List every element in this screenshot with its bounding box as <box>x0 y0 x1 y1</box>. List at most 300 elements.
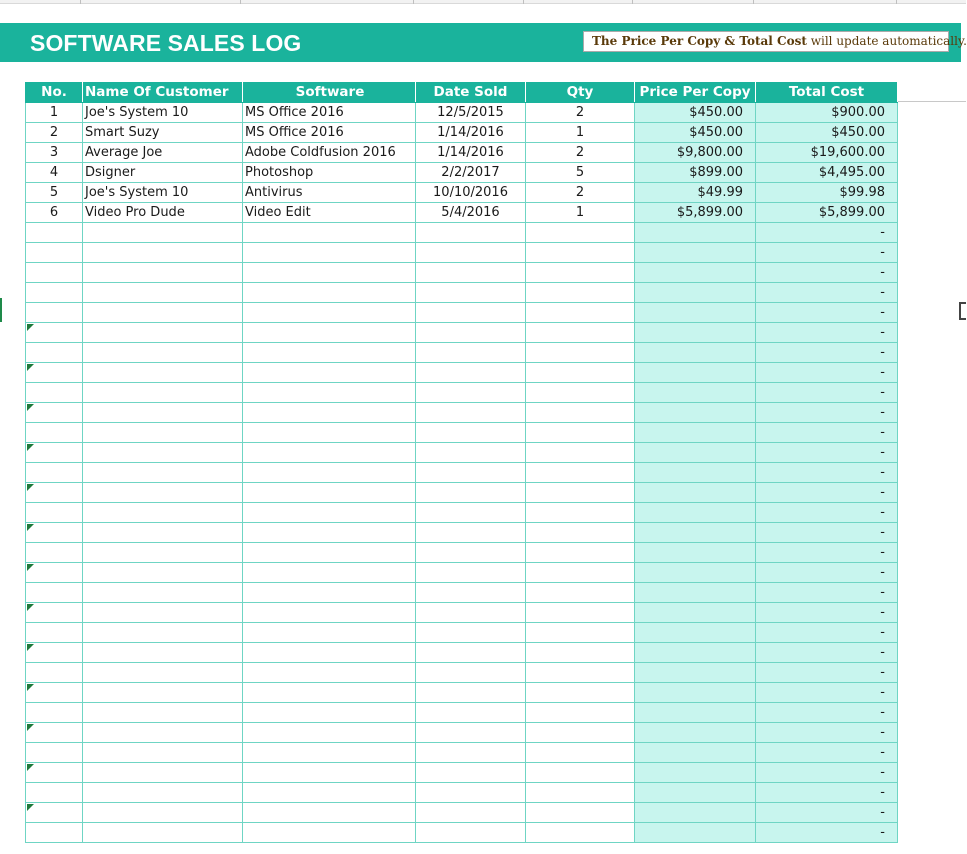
cell-date-sold[interactable] <box>416 443 526 462</box>
cell-date-sold[interactable] <box>416 703 526 722</box>
cell-qty[interactable] <box>526 503 635 522</box>
cell-total-cost[interactable]: - <box>756 703 898 722</box>
error-indicator-icon[interactable] <box>27 724 34 731</box>
cell-total-cost[interactable]: - <box>756 583 898 602</box>
cell-no[interactable] <box>25 803 83 822</box>
error-indicator-icon[interactable] <box>27 364 34 371</box>
cell-software[interactable] <box>243 683 416 702</box>
col-header-no[interactable]: No. <box>25 82 83 102</box>
cell-software[interactable] <box>243 263 416 282</box>
cell-software[interactable] <box>243 243 416 262</box>
cell-customer[interactable] <box>83 243 243 262</box>
cell-no[interactable] <box>25 343 83 362</box>
cell-date-sold[interactable] <box>416 343 526 362</box>
cell-no[interactable] <box>25 423 83 442</box>
col-header-software[interactable]: Software <box>243 82 416 102</box>
cell-total-cost[interactable]: - <box>756 563 898 582</box>
cell-total-cost[interactable]: - <box>756 223 898 242</box>
cell-qty[interactable] <box>526 823 635 842</box>
cell-qty[interactable] <box>526 543 635 562</box>
cell-customer[interactable] <box>83 683 243 702</box>
cell-qty[interactable] <box>526 303 635 322</box>
cell-customer[interactable]: Video Pro Dude <box>83 203 243 222</box>
cell-software[interactable] <box>243 423 416 442</box>
table-header-row <box>25 82 898 103</box>
cell-customer[interactable]: Joe's System 10 <box>83 103 243 122</box>
cell-no[interactable] <box>25 223 83 242</box>
cell-software[interactable] <box>243 603 416 622</box>
cell-no[interactable] <box>25 823 83 842</box>
table-row <box>25 723 898 743</box>
cell-no[interactable] <box>25 263 83 282</box>
cell-total-cost[interactable]: $99.98 <box>756 183 898 202</box>
cell-date-sold[interactable] <box>416 383 526 402</box>
cell-qty[interactable]: 2 <box>526 103 635 122</box>
col-header-price-per-copy[interactable]: Price Per Copy <box>635 82 756 102</box>
cell-price-per-copy[interactable] <box>635 683 756 702</box>
table-row <box>25 823 898 843</box>
cell-customer[interactable] <box>83 763 243 782</box>
cell-qty[interactable] <box>526 803 635 822</box>
cell-total-cost[interactable]: - <box>756 723 898 742</box>
cell-customer[interactable] <box>83 523 243 542</box>
cell-customer[interactable] <box>83 463 243 482</box>
cell-total-cost[interactable]: - <box>756 823 898 842</box>
table-row <box>25 443 898 463</box>
auto-update-note[interactable] <box>583 31 967 52</box>
cell-total-cost[interactable]: - <box>756 783 898 802</box>
cell-price-per-copy[interactable]: $9,800.00 <box>635 143 756 162</box>
cell-total-cost[interactable]: - <box>756 323 898 342</box>
cell-no[interactable] <box>25 563 83 582</box>
cell-customer[interactable]: Smart Suzy <box>83 123 243 142</box>
cell-date-sold[interactable] <box>416 223 526 242</box>
cell-software[interactable] <box>243 383 416 402</box>
cell-customer[interactable] <box>83 603 243 622</box>
cell-total-cost[interactable]: - <box>756 663 898 682</box>
cell-date-sold[interactable] <box>416 263 526 282</box>
cell-qty[interactable] <box>526 323 635 342</box>
cell-total-cost[interactable]: - <box>756 803 898 822</box>
cell-price-per-copy[interactable] <box>635 543 756 562</box>
cell-no[interactable] <box>25 323 83 342</box>
cell-total-cost[interactable]: $5,899.00 <box>756 203 898 222</box>
cell-price-per-copy[interactable] <box>635 423 756 442</box>
cell-software[interactable] <box>243 443 416 462</box>
cell-no[interactable]: 4 <box>25 163 83 182</box>
cell-software[interactable]: MS Office 2016 <box>243 103 416 122</box>
cell-no[interactable] <box>25 583 83 602</box>
cell-price-per-copy[interactable] <box>635 703 756 722</box>
cell-date-sold[interactable] <box>416 483 526 502</box>
cell-no[interactable] <box>25 723 83 742</box>
cell-date-sold[interactable]: 5/4/2016 <box>416 203 526 222</box>
cell-software[interactable] <box>243 223 416 242</box>
cell-date-sold[interactable] <box>416 763 526 782</box>
cell-no[interactable] <box>25 503 83 522</box>
cell-price-per-copy[interactable] <box>635 503 756 522</box>
cell-date-sold[interactable] <box>416 643 526 662</box>
cell-price-per-copy[interactable] <box>635 743 756 762</box>
table-row <box>25 803 898 823</box>
cell-software[interactable]: MS Office 2016 <box>243 123 416 142</box>
cell-qty[interactable]: 5 <box>526 163 635 182</box>
cell-price-per-copy[interactable]: $450.00 <box>635 123 756 142</box>
cell-software[interactable]: Antivirus <box>243 183 416 202</box>
cell-customer[interactable] <box>83 623 243 642</box>
cell-no[interactable] <box>25 463 83 482</box>
cell-qty[interactable]: 1 <box>526 203 635 222</box>
cell-qty[interactable] <box>526 483 635 502</box>
table-row <box>25 643 898 663</box>
cell-total-cost[interactable]: $19,600.00 <box>756 143 898 162</box>
cell-price-per-copy[interactable]: $5,899.00 <box>635 203 756 222</box>
cell-software[interactable] <box>243 543 416 562</box>
sales-table <box>25 82 898 843</box>
cell-customer[interactable] <box>83 403 243 422</box>
cell-date-sold[interactable]: 12/5/2015 <box>416 103 526 122</box>
cell-no[interactable] <box>25 603 83 622</box>
cell-date-sold[interactable] <box>416 603 526 622</box>
cell-software[interactable] <box>243 763 416 782</box>
cell-customer[interactable]: Dsigner <box>83 163 243 182</box>
cell-price-per-copy[interactable] <box>635 523 756 542</box>
table-row <box>25 663 898 683</box>
cell-price-per-copy[interactable] <box>635 663 756 682</box>
cell-date-sold[interactable] <box>416 243 526 262</box>
cell-qty[interactable] <box>526 383 635 402</box>
table-row <box>25 783 898 803</box>
cell-price-per-copy[interactable] <box>635 623 756 642</box>
cell-total-cost[interactable]: - <box>756 483 898 502</box>
cell-total-cost[interactable]: - <box>756 743 898 762</box>
cell-price-per-copy[interactable] <box>635 463 756 482</box>
cell-price-per-copy[interactable] <box>635 783 756 802</box>
cell-qty[interactable] <box>526 643 635 662</box>
cell-software[interactable]: Photoshop <box>243 163 416 182</box>
cell-total-cost[interactable]: - <box>756 763 898 782</box>
cell-total-cost[interactable]: - <box>756 503 898 522</box>
error-indicator-icon[interactable] <box>27 604 34 611</box>
cell-date-sold[interactable] <box>416 723 526 742</box>
cell-customer[interactable] <box>83 483 243 502</box>
cell-software[interactable] <box>243 623 416 642</box>
error-indicator-icon[interactable] <box>27 324 34 331</box>
cell-no[interactable] <box>25 763 83 782</box>
cell-no[interactable] <box>25 643 83 662</box>
cell-software[interactable] <box>243 803 416 822</box>
cell-no[interactable] <box>25 443 83 462</box>
cell-no[interactable] <box>25 303 83 322</box>
cell-price-per-copy[interactable] <box>635 823 756 842</box>
cell-price-per-copy[interactable] <box>635 483 756 502</box>
cell-customer[interactable] <box>83 823 243 842</box>
cell-no[interactable] <box>25 783 83 802</box>
cell-software[interactable] <box>243 283 416 302</box>
cell-date-sold[interactable] <box>416 523 526 542</box>
cell-software[interactable] <box>243 303 416 322</box>
cell-total-cost[interactable]: - <box>756 303 898 322</box>
cell-software[interactable] <box>243 323 416 342</box>
cell-date-sold[interactable] <box>416 283 526 302</box>
cell-no[interactable]: 2 <box>25 123 83 142</box>
cell-total-cost[interactable]: - <box>756 603 898 622</box>
cell-software[interactable] <box>243 703 416 722</box>
cell-price-per-copy[interactable] <box>635 243 756 262</box>
cell-price-per-copy[interactable] <box>635 563 756 582</box>
error-indicator-icon[interactable] <box>27 764 34 771</box>
cell-price-per-copy[interactable] <box>635 803 756 822</box>
cell-price-per-copy[interactable]: $450.00 <box>635 103 756 122</box>
cell-date-sold[interactable] <box>416 563 526 582</box>
cell-total-cost[interactable]: - <box>756 443 898 462</box>
cell-no[interactable]: 6 <box>25 203 83 222</box>
cell-software[interactable] <box>243 403 416 422</box>
col-header-customer[interactable]: Name Of Customer <box>83 82 243 102</box>
row-selection-marker <box>0 298 2 322</box>
cell-price-per-copy[interactable] <box>635 303 756 322</box>
cell-software[interactable] <box>243 583 416 602</box>
cell-no[interactable] <box>25 283 83 302</box>
error-indicator-icon[interactable] <box>27 524 34 531</box>
cell-date-sold[interactable] <box>416 403 526 422</box>
cell-customer[interactable] <box>83 303 243 322</box>
cell-qty[interactable] <box>526 603 635 622</box>
cell-no[interactable] <box>25 743 83 762</box>
error-indicator-icon[interactable] <box>27 564 34 571</box>
cell-customer[interactable] <box>83 803 243 822</box>
cell-total-cost[interactable]: - <box>756 363 898 382</box>
cell-customer[interactable] <box>83 743 243 762</box>
cell-price-per-copy[interactable] <box>635 763 756 782</box>
cell-customer[interactable] <box>83 223 243 242</box>
cell-no[interactable]: 1 <box>25 103 83 122</box>
cell-date-sold[interactable] <box>416 543 526 562</box>
cell-qty[interactable] <box>526 723 635 742</box>
cell-no[interactable] <box>25 663 83 682</box>
cell-qty[interactable] <box>526 763 635 782</box>
cell-software[interactable] <box>243 523 416 542</box>
cell-software[interactable] <box>243 823 416 842</box>
cell-customer[interactable] <box>83 503 243 522</box>
cell-total-cost[interactable]: - <box>756 423 898 442</box>
cell-date-sold[interactable] <box>416 303 526 322</box>
cell-date-sold[interactable] <box>416 503 526 522</box>
cell-date-sold[interactable] <box>416 663 526 682</box>
cell-price-per-copy[interactable] <box>635 383 756 402</box>
cell-total-cost[interactable]: - <box>756 543 898 562</box>
cell-price-per-copy[interactable] <box>635 443 756 462</box>
cell-date-sold[interactable]: 1/14/2016 <box>416 123 526 142</box>
cell-total-cost[interactable]: - <box>756 683 898 702</box>
cell-software[interactable]: Video Edit <box>243 203 416 222</box>
cell-customer[interactable]: Joe's System 10 <box>83 183 243 202</box>
cell-software[interactable] <box>243 463 416 482</box>
cell-price-per-copy[interactable] <box>635 223 756 242</box>
cell-no[interactable] <box>25 523 83 542</box>
cell-date-sold[interactable] <box>416 783 526 802</box>
cell-date-sold[interactable]: 10/10/2016 <box>416 183 526 202</box>
cell-software[interactable] <box>243 503 416 522</box>
cell-customer[interactable] <box>83 383 243 402</box>
cell-price-per-copy[interactable]: $49.99 <box>635 183 756 202</box>
cell-price-per-copy[interactable] <box>635 283 756 302</box>
cell-software[interactable] <box>243 483 416 502</box>
cell-price-per-copy[interactable] <box>635 343 756 362</box>
cell-qty[interactable] <box>526 523 635 542</box>
cell-date-sold[interactable] <box>416 463 526 482</box>
error-indicator-icon[interactable] <box>27 684 34 691</box>
cell-no[interactable] <box>25 483 83 502</box>
col-header-date-sold[interactable]: Date Sold <box>416 82 526 102</box>
cell-total-cost[interactable]: - <box>756 643 898 662</box>
cell-customer[interactable] <box>83 543 243 562</box>
cell-date-sold[interactable]: 2/2/2017 <box>416 163 526 182</box>
cell-no[interactable]: 5 <box>25 183 83 202</box>
cell-no[interactable] <box>25 703 83 722</box>
cell-customer[interactable] <box>83 343 243 362</box>
cell-date-sold[interactable]: 1/14/2016 <box>416 143 526 162</box>
cell-qty[interactable] <box>526 243 635 262</box>
cell-no[interactable] <box>25 403 83 422</box>
cell-no[interactable] <box>25 383 83 402</box>
cell-software[interactable] <box>243 343 416 362</box>
cell-customer[interactable] <box>83 703 243 722</box>
table-row <box>25 543 898 563</box>
cell-customer[interactable] <box>83 323 243 342</box>
cell-date-sold[interactable] <box>416 803 526 822</box>
cell-qty[interactable] <box>526 743 635 762</box>
cell-qty[interactable] <box>526 463 635 482</box>
cell-customer[interactable] <box>83 643 243 662</box>
cell-software[interactable] <box>243 783 416 802</box>
cell-customer[interactable] <box>83 783 243 802</box>
cell-software[interactable] <box>243 743 416 762</box>
cell-qty[interactable] <box>526 223 635 242</box>
cell-date-sold[interactable] <box>416 823 526 842</box>
cell-qty[interactable] <box>526 583 635 602</box>
cell-customer[interactable]: Average Joe <box>83 143 243 162</box>
cell-total-cost[interactable]: $450.00 <box>756 123 898 142</box>
cell-total-cost[interactable]: - <box>756 463 898 482</box>
cell-total-cost[interactable]: $900.00 <box>756 103 898 122</box>
cell-price-per-copy[interactable] <box>635 643 756 662</box>
cell-no[interactable] <box>25 623 83 642</box>
cell-qty[interactable] <box>526 263 635 282</box>
cell-qty[interactable] <box>526 783 635 802</box>
cell-price-per-copy[interactable] <box>635 723 756 742</box>
cell-date-sold[interactable] <box>416 323 526 342</box>
cell-price-per-copy[interactable] <box>635 603 756 622</box>
table-row <box>25 103 898 123</box>
cell-price-per-copy[interactable] <box>635 263 756 282</box>
col-header-total-cost[interactable]: Total Cost <box>756 82 898 102</box>
table-row <box>25 623 898 643</box>
cell-qty[interactable] <box>526 683 635 702</box>
cell-price-per-copy[interactable] <box>635 403 756 422</box>
cell-software[interactable] <box>243 643 416 662</box>
cell-qty[interactable] <box>526 283 635 302</box>
cell-software[interactable] <box>243 663 416 682</box>
cell-qty[interactable] <box>526 443 635 462</box>
cell-customer[interactable] <box>83 563 243 582</box>
cell-total-cost[interactable]: $4,495.00 <box>756 163 898 182</box>
cell-date-sold[interactable] <box>416 683 526 702</box>
table-row <box>25 563 898 583</box>
table-row <box>25 703 898 723</box>
cell-software[interactable] <box>243 563 416 582</box>
cell-qty[interactable] <box>526 363 635 382</box>
cell-price-per-copy[interactable] <box>635 583 756 602</box>
cell-price-per-copy[interactable] <box>635 323 756 342</box>
cell-total-cost[interactable]: - <box>756 383 898 402</box>
table-row <box>25 223 898 243</box>
cell-date-sold[interactable] <box>416 623 526 642</box>
cell-qty[interactable] <box>526 563 635 582</box>
error-indicator-icon[interactable] <box>27 404 34 411</box>
cell-customer[interactable] <box>83 583 243 602</box>
table-row <box>25 423 898 443</box>
col-header-qty[interactable]: Qty <box>526 82 635 102</box>
cell-qty[interactable] <box>526 403 635 422</box>
cell-no[interactable] <box>25 243 83 262</box>
cell-no[interactable] <box>25 543 83 562</box>
cell-qty[interactable]: 2 <box>526 143 635 162</box>
cell-no[interactable]: 3 <box>25 143 83 162</box>
cell-qty[interactable] <box>526 623 635 642</box>
page-title[interactable]: SOFTWARE SALES LOG <box>30 30 302 56</box>
cell-date-sold[interactable] <box>416 743 526 762</box>
cell-total-cost[interactable]: - <box>756 523 898 542</box>
cell-date-sold[interactable] <box>416 583 526 602</box>
cell-customer[interactable] <box>83 423 243 442</box>
column-header-strip <box>0 0 966 4</box>
cell-customer[interactable] <box>83 283 243 302</box>
cell-total-cost[interactable]: - <box>756 623 898 642</box>
cell-total-cost[interactable]: - <box>756 263 898 282</box>
cell-software[interactable]: Adobe Coldfusion 2016 <box>243 143 416 162</box>
cell-price-per-copy[interactable] <box>635 363 756 382</box>
cell-total-cost[interactable]: - <box>756 283 898 302</box>
cell-date-sold[interactable] <box>416 423 526 442</box>
cell-customer[interactable] <box>83 723 243 742</box>
table-row <box>25 383 898 403</box>
cell-price-per-copy[interactable]: $899.00 <box>635 163 756 182</box>
cell-qty[interactable] <box>526 703 635 722</box>
cell-qty[interactable] <box>526 663 635 682</box>
cell-total-cost[interactable]: - <box>756 243 898 262</box>
cell-total-cost[interactable]: - <box>756 403 898 422</box>
cell-software[interactable] <box>243 723 416 742</box>
cell-customer[interactable] <box>83 363 243 382</box>
cell-customer[interactable] <box>83 443 243 462</box>
error-indicator-icon[interactable] <box>27 644 34 651</box>
cell-qty[interactable] <box>526 343 635 362</box>
cell-qty[interactable]: 1 <box>526 123 635 142</box>
cell-software[interactable] <box>243 363 416 382</box>
cell-customer[interactable] <box>83 263 243 282</box>
error-indicator-icon[interactable] <box>27 444 34 451</box>
error-indicator-icon[interactable] <box>27 484 34 491</box>
cell-no[interactable] <box>25 683 83 702</box>
cell-customer[interactable] <box>83 663 243 682</box>
cell-date-sold[interactable] <box>416 363 526 382</box>
error-indicator-icon[interactable] <box>27 804 34 811</box>
cell-qty[interactable] <box>526 423 635 442</box>
cell-total-cost[interactable]: - <box>756 343 898 362</box>
cell-qty[interactable]: 2 <box>526 183 635 202</box>
cell-no[interactable] <box>25 363 83 382</box>
